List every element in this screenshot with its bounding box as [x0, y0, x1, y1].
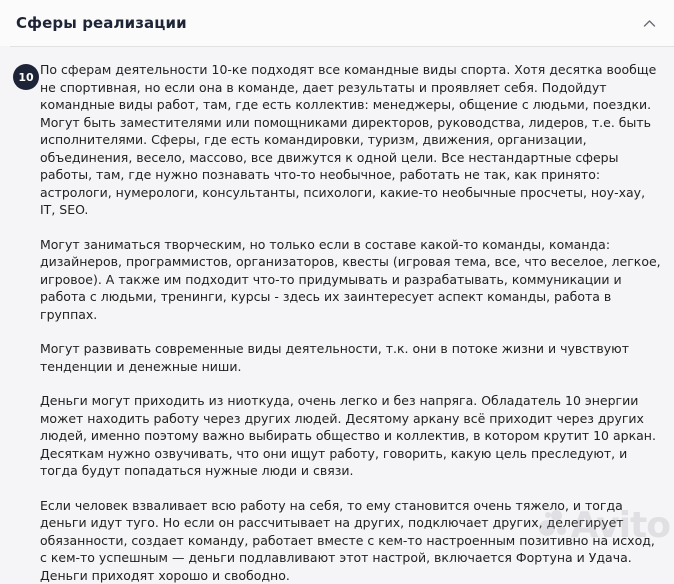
avito-watermark-label: Avito [571, 508, 670, 544]
paragraph: Могут развивать современные виды деятельности, т.к. они в потоке жизни и чувствуют тенденции и денежные ниши. [40, 340, 661, 375]
section-content [0, 47, 674, 584]
paragraph: По сферам деятельности 10-ке подходят все командные виды спорта. Хотя десятка вообще не спортивная, но если она в команде, дает результаты и проявляет себя. Подойдут командные виды работ, там, где есть коллектив: менеджеры, общение с людьми, поездки. Могут быть заместителями или помощниками директоров, руководства, лидеров, т.е. быть исполнителями. Сферы, где есть командировки, туризм, движения, организации, объединения, весело, массово, все движутся к одной цели. Все нестандартные сферы работы, там, где нужно познавать что-то необычное, работать не так, как принято: астрологи, нумерологи, консультанты, психологи, какие-то необычные просчеты, ноу-хау, IT, SEO. [40, 61, 661, 219]
section-title: Сферы реализации [16, 14, 187, 32]
paragraph: Деньги могут приходить из ниоткуда, очень легко и без напряга. Обладатель 10 энергии может находить работу через других людей. Десятому аркану всё приходит через других людей, именно поэтому важно выбирать общество и коллектив, в котором крутит 10 аркан. Десяткам нужно озвучивать, что они ищут работу, говорить, какую цель преследуют, и тогда будут попадаться нужные люди и связи. [40, 392, 661, 480]
section-header[interactable] [0, 0, 674, 46]
paragraph: Если человек взваливает всю работу на себя, то ему становится очень тяжело, и тогда деньги идут туго. Но если он рассчитывает на других, подключает других, делегирует обязанности, создает команду, работает вместе с кем-то настроенным позитивно на исход, с кем-то успешным — деньги подлавливают этот настрой, включается Фортуна и Удача. Деньги приходят хорошо и свободно. [40, 497, 661, 584]
paragraph: Могут заниматься творческим, но только если в составе какой-то команды, команда: дизайнеров, программистов, организаторов, квесты (игровая тема, все, что веселое, легкое, игровое). А также им подходит что-то придумывать и разрабатывать, коммуникации и работа с людьми, тренинги, курсы - здесь их заинтересует аспект команды, работа в группах. [40, 236, 661, 324]
item-number-badge: 10 [13, 64, 39, 90]
chevron-up-icon[interactable] [642, 18, 656, 28]
